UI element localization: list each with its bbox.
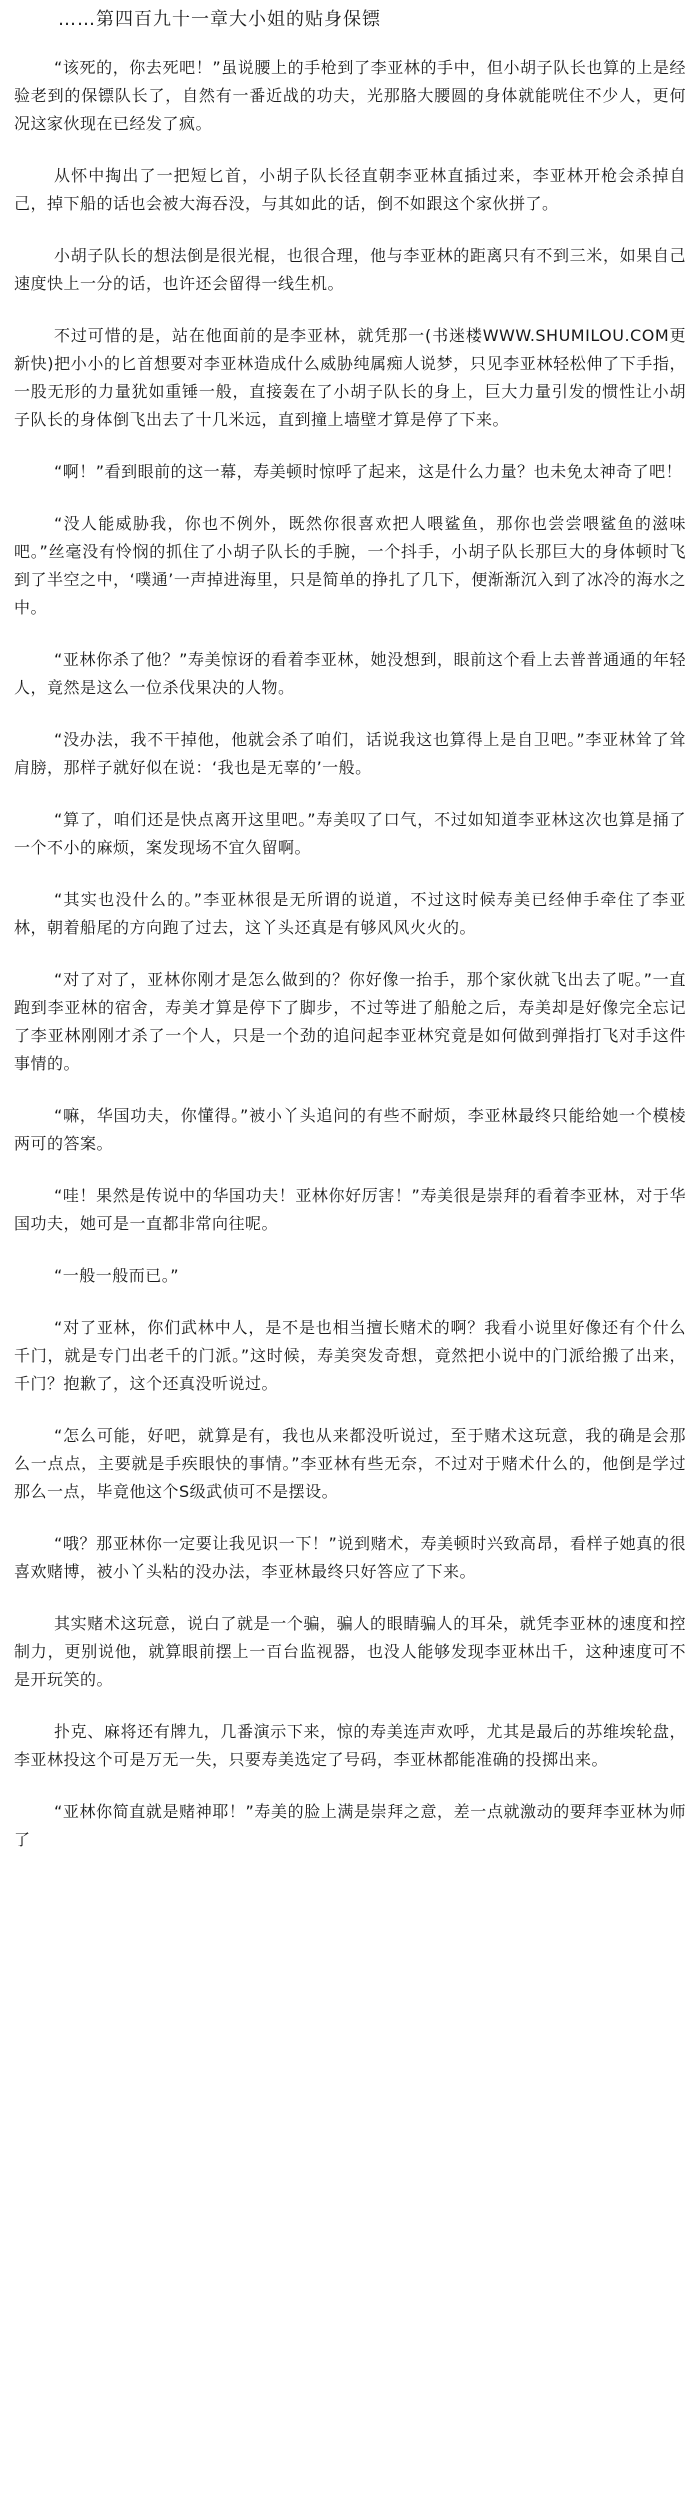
paragraph-7: “亚林你杀了他？”寿美惊讶的看着李亚林，她没想到，眼前这个看上去普普通通的年轻人，竟然是这么一位杀伐果决的人物。 [14,650,686,697]
paragraph-1: “该死的，你去死吧！”虽说腰上的手枪到了李亚林的手中，但小胡子队长也算的上是经验老到的保镖队长了，自然有一番近战的功夫，光那胳大腰圆的身体就能咣住不少人，更何况这家伙现在已经发了疯。 [14,58,686,133]
paragraph-10: “其实也没什么的。”李亚林很是无所谓的说道，不过这时候寿美已经伸手牵住了李亚林，朝着船尾的方向跑了过去，这丫头还真是有够风风火火的。 [14,890,686,937]
paragraph-18: 其实赌术这玩意，说白了就是一个骗，骗人的眼睛骗人的耳朵，就凭李亚林的速度和控制力，更别说他，就算眼前摆上一百台监视器，也没人能够发现李亚林出千，这种速度可不是开玩笑的。 [14,1614,686,1689]
paragraph-17: “哦？那亚林你一定要让我见识一下！”说到赌术，寿美顿时兴致高昂，看样子她真的很喜欢赌博，被小丫头粘的没办法，李亚林最终只好答应了下来。 [14,1534,686,1581]
paragraph-3: 小胡子队长的想法倒是很光棍，也很合理，他与李亚林的距离只有不到三米，如果自己速度快上一分的话，也许还会留得一线生机。 [14,246,686,293]
paragraph-13: “哇！果然是传说中的华国功夫！亚林你好厉害！”寿美很是崇拜的看着李亚林，对于华国功夫，她可是一直都非常向往呢。 [14,1186,686,1233]
paragraph-20: “亚林你简直就是赌神耶！”寿美的脸上满是崇拜之意，差一点就激动的要拜李亚林为师了 [14,1802,686,1849]
paragraph-6: “没人能威胁我，你也不例外，既然你很喜欢把人喂鲨鱼，那你也尝尝喂鲨鱼的滋味吧。”丝毫没有怜悯的抓住了小胡子队长的手腕，一个抖手，小胡子队长那巨大的身体顿时飞到了半空之中，‘噗通’一声掉进海里，只是简单的挣扎了几下，便渐渐沉入到了冰冷的海水之中。 [14,514,686,617]
chapter-title: ……第四百九十一章大小姐的贴身保镖 [58,9,381,30]
paragraph-2: 从怀中掏出了一把短匕首，小胡子队长径直朝李亚林直插过来，李亚林开枪会杀掉自己，掉下船的话也会被大海吞没，与其如此的话，倒不如跟这个家伙拼了。 [14,166,686,213]
paragraph-19: 扑克、麻将还有牌九，几番演示下来，惊的寿美连声欢呼，尤其是最后的苏维埃轮盘，李亚林投这个可是万无一失，只要寿美选定了号码，李亚林都能准确的投掷出来。 [14,1722,686,1769]
paragraph-14: “一般一般而已。” [54,1266,180,1285]
paragraph-11: “对了对了，亚林你刚才是怎么做到的？你好像一抬手，那个家伙就飞出去了呢。”一直跑到李亚林的宿舍，寿美才算是停下了脚步，不过等进了船舱之后，寿美却是好像完全忘记了李亚林刚刚才杀了一个人，只是一个劲的追问起李亚林究竟是如何做到弹指打飞对手这件事情的。 [14,970,686,1073]
paragraph-15: “对了亚林，你们武林中人，是不是也相当擅长赌术的啊？我看小说里好像还有个什么千门，就是专门出老千的门派。”这时候，寿美突发奇想，竟然把小说中的门派给搬了出来，千门？抱歉了，这个还真没听说过。 [14,1318,686,1393]
paragraph-5: “啊！”看到眼前的这一幕，寿美顿时惊呼了起来，这是什么力量？也未免太神奇了吧！ [54,462,683,481]
paragraph-8: “没办法，我不干掉他，他就会杀了咱们，话说我这也算得上是自卫吧。”李亚林耸了耸肩膀，那样子就好似在说：‘我也是无辜的’一般。 [14,730,686,777]
paragraph-4: 不过可惜的是，站在他面前的是李亚林，就凭那一(书迷楼WWW.SHUMILOU.COM更新快)把小小的匕首想要对李亚林造成什么威胁纯属痴人说梦，只见李亚林轻松伸了下手指，一股无形的力量犹如重锤一般，直接轰在了小胡子队长的身上，巨大力量引发的惯性让小胡子队长的身体倒飞出去了十几米远，直到撞上墙壁才算是停了下来。 [14,326,686,429]
paragraph-9: “算了，咱们还是快点离开这里吧。”寿美叹了口气，不过如知道李亚林这次也算是捅了一个不小的麻烦，案发现场不宜久留啊。 [14,810,686,857]
paragraph-16: “怎么可能，好吧，就算是有，我也从来都没听说过，至于赌术这玩意，我的确是会那么一点点，主要就是手疾眼快的事情。”李亚林有些无奈，不过对于赌术什么的，他倒是学过那么一点，毕竟他这个S级武侦可不是摆设。 [14,1426,686,1501]
paragraph-12: “嘛，华国功夫，你懂得。”被小丫头追问的有些不耐烦，李亚林最终只能给她一个模棱两可的答案。 [14,1106,686,1153]
article-body [14,54,686,1854]
